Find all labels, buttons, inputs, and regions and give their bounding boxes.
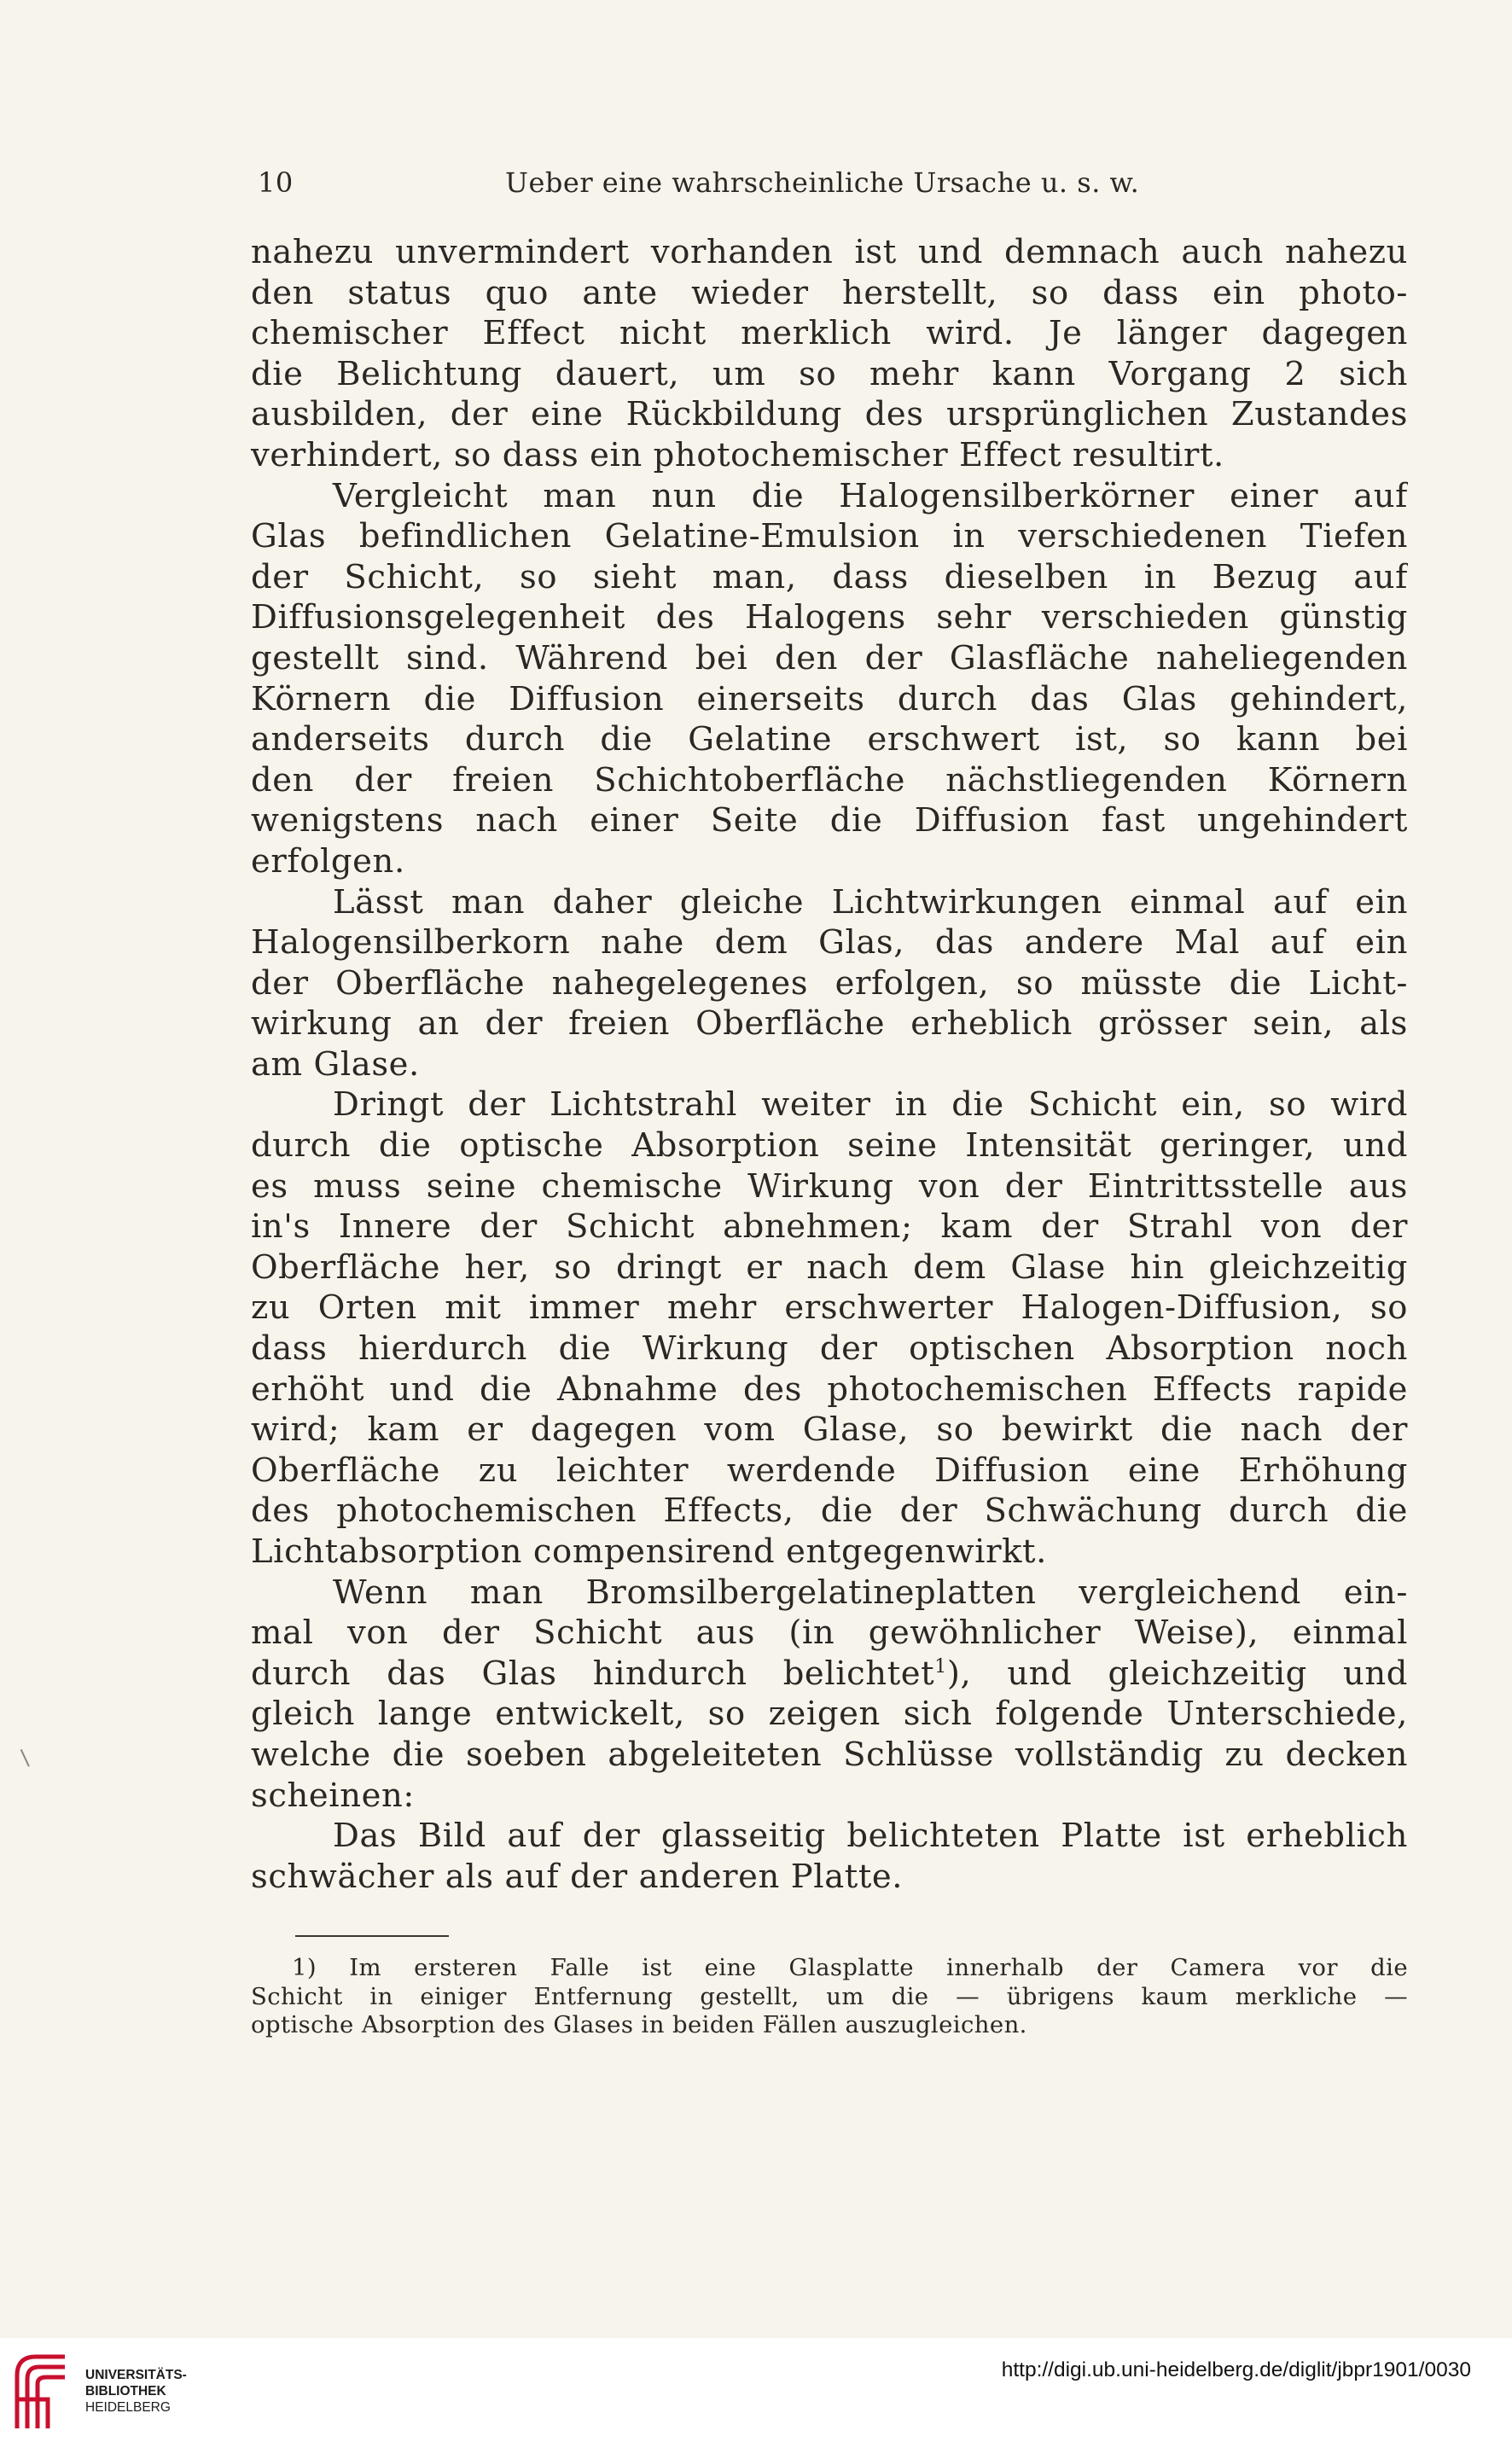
text-line: Oberfläche her, so dringt er nach dem Glase hin gleichzeitig (251, 1247, 1408, 1287)
text-line: wenigstens nach einer Seite die Diffusion fast ungehindert (251, 801, 1408, 840)
text-line: gleich lange entwickelt, so zeigen sich folgende Unterschiede, (251, 1695, 1408, 1734)
text-line: Glas befindlichen Gelatine-Emulsion in verschiedenen Tiefen (251, 517, 1408, 556)
text-line: durch die optische Absorption seine Intensität geringer, und (251, 1126, 1408, 1166)
text-line-segment: ), und gleichzeitig und (946, 1654, 1408, 1693)
footer-bar (0, 2338, 1512, 2448)
text-line: es muss seine chemische Wirkung von der Eintrittsstelle aus (251, 1166, 1408, 1206)
footnote-rule (295, 1935, 449, 1937)
text-line: des photochemischen Effects, die der Schwächung durch die (251, 1491, 1408, 1531)
text-line: Dringt der Lichtstrahl weiter in die Schicht ein, so wird (333, 1085, 1408, 1125)
text-line: in's Innere der Schicht abnehmen; kam der Strahl von der (251, 1207, 1408, 1247)
text-line: wirkung an der freien Oberfläche erheblich grösser sein, als (251, 1004, 1408, 1044)
text-line: den status quo ante wieder herstellt, so dass ein photo- (251, 273, 1408, 312)
running-title: Ueber eine wahrscheinliche Ursache u. s. w. (505, 166, 1140, 199)
text-line (251, 1654, 1408, 1695)
footnote-marker: 1 (934, 1655, 947, 1678)
text-line: Wenn man Bromsilbergelatineplatten vergleichend ein- (333, 1573, 1408, 1612)
text-line: scheinen: (251, 1776, 415, 1815)
text-line: welche die soeben abgeleiteten Schlüsse vollständig zu decken (251, 1735, 1408, 1774)
text-line: die Belichtung dauert, um so mehr kann Vorgang 2 sich (251, 354, 1408, 393)
text-line: mal von der Schicht aus (in gewöhnlicher Weise), einmal (251, 1614, 1408, 1653)
library-logo-icon (12, 2350, 79, 2435)
text-line: zu Orten mit immer mehr erschwerter Halogen-Diffusion, so (251, 1288, 1408, 1328)
footnote-line: optische Absorption des Glases in beiden Fällen auszugleichen. (251, 2011, 1027, 2038)
text-line: Körnern die Diffusion einerseits durch das Glas gehindert, (251, 679, 1408, 718)
footnote (251, 1954, 1408, 2040)
text-line: erfolgen. (251, 841, 405, 881)
text-line: schwächer als auf der anderen Platte. (251, 1857, 904, 1896)
text-line: Vergleicht man nun die Halogensilberkörner einer auf (333, 476, 1408, 515)
text-line: Diffusionsgelegenheit des Halogens sehr verschieden günstig (251, 598, 1408, 637)
text-line: der Schicht, so sieht man, dass dieselben in Bezug auf (251, 557, 1408, 596)
library-name-line2: BIBLIOTHEK (85, 2384, 166, 2399)
text-line: Oberfläche zu leichter werdende Diffusion eine Erhöhung (251, 1451, 1408, 1490)
page-header (258, 166, 1171, 209)
text-line: gestellt sind. Während bei den der Glasfläche naheliegenden (251, 638, 1408, 677)
text-line: Halogensilberkorn nahe dem Glas, das andere Mal auf ein (251, 923, 1408, 962)
text-line: ausbilden, der eine Rückbildung des ursprünglichen Zustandes (251, 395, 1408, 434)
library-name-line1: UNIVERSITÄTS- (85, 2368, 187, 2382)
text-line: verhindert, so dass ein photochemischer Effect resultirt. (251, 435, 1224, 474)
text-line: anderseits durch die Gelatine erschwert ist, so kann bei (251, 720, 1408, 759)
text-line: wird; kam er dagegen vom Glase, so bewirkt die nach der (251, 1410, 1408, 1450)
footnote-line: 1) Im ersteren Falle ist eine Glasplatte innerhalb der Camera vor die (292, 1954, 1408, 1981)
text-line: Das Bild auf der glasseitig belichteten Platte ist erheblich (333, 1817, 1408, 1856)
body-text (251, 232, 1408, 1897)
text-line: den der freien Schichtoberfläche nächstliegenden Körnern (251, 760, 1408, 800)
page-number: 10 (258, 166, 294, 199)
text-line: nahezu unvermindert vorhanden ist und demnach auch nahezu (251, 233, 1408, 271)
text-line: am Glase. (251, 1044, 420, 1084)
margin-mark (20, 1747, 35, 1766)
text-line: Lässt man daher gleiche Lichtwirkungen einmal auf ein (333, 882, 1408, 922)
text-line: der Oberfläche nahegelegenes erfolgen, so müsste die Licht- (251, 963, 1408, 1003)
text-line: Lichtabsorption compensirend entgegenwirkt. (251, 1532, 1047, 1571)
library-name-line3: HEIDELBERG (85, 2400, 171, 2415)
source-url[interactable]: http://digi.ub.uni-heidelberg.de/diglit/jbpr1901/0030 (1001, 2358, 1471, 2381)
text-line: erhöht und die Abnahme des photochemischen Effects rapide (251, 1369, 1408, 1409)
text-line: chemischer Effect nicht merklich wird. Je länger dagegen (251, 314, 1408, 353)
text-line-segment: durch das Glas hindurch belichtet (251, 1654, 935, 1693)
library-name (85, 2367, 187, 2416)
text-line: dass hierdurch die Wirkung der optischen Absorption noch (251, 1329, 1408, 1369)
footnote-line: Schicht in einiger Entfernung gestellt, um die — übrigens kaum merkliche — (251, 1982, 1408, 2010)
